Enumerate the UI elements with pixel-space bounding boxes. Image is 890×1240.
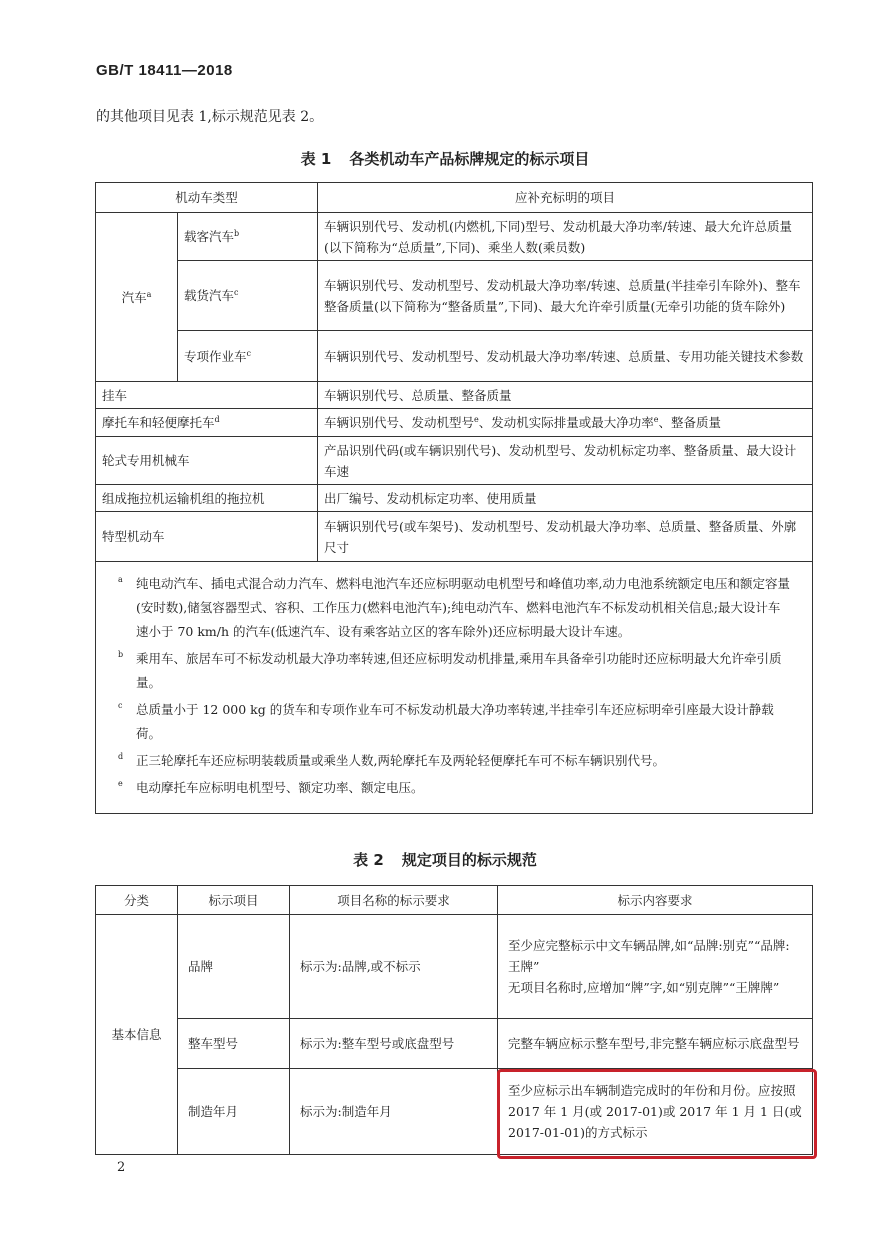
row-label: 挂车: [96, 382, 318, 409]
row-items: 车辆识别代号、发动机型号$^e$、发动机实际排量或最大净功率$^e$、整备质量: [318, 409, 813, 437]
content-req-cell: 完整车辆应标示整车型号,非完整车辆应标示底盘型号: [498, 1019, 813, 1069]
row-label: 摩托车和轻便摩托车$^d$: [96, 409, 318, 437]
highlight-annotation-box: [497, 1069, 817, 1159]
table-row: [96, 331, 813, 382]
row-label: 特型机动车: [96, 512, 318, 562]
footnote: e 电动摩托车应标明电机型号、额定功率、额定电压。: [118, 779, 424, 795]
row-items: 车辆识别代号、发动机(内燃机,下同)型号、发动机最大净功率/转速、最大允许总质量(以下简称为“总质量”,下同)、乘坐人数(乘员数): [318, 213, 813, 261]
table-row: [96, 915, 813, 1019]
row-label: 载客汽车$^b$: [178, 213, 318, 261]
table1-notes: [96, 562, 813, 814]
category-cell: 基本信息: [96, 915, 178, 1155]
table2-header-category: 分类: [96, 886, 178, 915]
table2-header-content-req: 标示内容要求: [498, 886, 813, 915]
table1-title: [0, 148, 890, 169]
name-req-cell: 标示为:制造年月: [290, 1069, 498, 1155]
table2-header-item: 标示项目: [178, 886, 290, 915]
item-cell: 制造年月: [178, 1069, 290, 1155]
footnote: c 总质量小于 12 000 kg 的货车和专项作业车可不标发动机最大净功率转速,半挂牵引车还应标明牵引座最大设计静载荷。: [118, 701, 774, 741]
table2-title: [0, 849, 890, 870]
table2-number: 表 2: [353, 851, 384, 869]
standard-number: GB/T 18411—2018: [96, 62, 233, 79]
footnote: d 正三轮摩托车还应标明装载质量或乘坐人数,两轮摩托车及两轮轻便摩托车可不标车辆识别代号。: [118, 752, 665, 768]
page-number: 2: [117, 1160, 126, 1175]
table1: [95, 182, 813, 814]
footnote: b 乘用车、旅居车可不标发动机最大净功率转速,但还应标明发动机排量,乘用车具备牵引功能时还应标明最大允许牵引质量。: [118, 650, 782, 690]
table1-notes-row: [96, 562, 813, 814]
content-req-cell: 至少应完整标示中文车辆品牌,如“品牌:别克”“品牌:王牌” 无项目名称时,应增加“牌”字,如“别克牌”“王牌牌”: [498, 915, 813, 1019]
table-row: [96, 485, 813, 512]
name-req-cell: 标示为:品牌,或不标示: [290, 915, 498, 1019]
row-items: 产品识别代码(或车辆识别代号)、发动机型号、发动机标定功率、整备质量、最大设计车速: [318, 437, 813, 485]
row-items: 车辆识别代号(或车架号)、发动机型号、发动机最大净功率、总质量、整备质量、外廓尺寸: [318, 512, 813, 562]
content-req-cell: 至少应标示出车辆制造完成时的年份和月份。应按照 2017 年 1 月(或 2017-01)或 2017 年 1 月 1 日(或 2017-01-01)的方式标示: [498, 1069, 813, 1155]
table1-caption: 各类机动车产品标牌规定的标示项目: [349, 150, 590, 168]
table-row: [96, 437, 813, 485]
row-items: 车辆识别代号、发动机型号、发动机最大净功率/转速、总质量(半挂牵引车除外)、整车整备质量(以下简称为“整备质量”,下同)、最大允许牵引质量(无牵引功能的货车除外): [318, 261, 813, 331]
table-row: [96, 261, 813, 331]
row-label: 轮式专用机械车: [96, 437, 318, 485]
row-label: 组成拖拉机运输机组的拖拉机: [96, 485, 318, 512]
item-cell: 品牌: [178, 915, 290, 1019]
table1-header-type: 机动车类型: [96, 183, 318, 213]
row-label: 载货汽车$^c$: [178, 261, 318, 331]
table-row: [96, 213, 813, 261]
table-row: [96, 1019, 813, 1069]
name-req-cell: 标示为:整车型号或底盘型号: [290, 1019, 498, 1069]
table-row: [96, 512, 813, 562]
table1-header-items: 应补充标明的项目: [318, 183, 813, 213]
table-row: [96, 409, 813, 437]
row-label: 专项作业车$^c$: [178, 331, 318, 382]
footnote: a 纯电动汽车、插电式混合动力汽车、燃料电池汽车还应标明驱动电机型号和峰值功率,动力电池系统额定电压和额定容量(安时数),储氢容器型式、容积、工作压力(燃料电池汽车);纯电动汽车、燃料电池汽车不标发动机相关信息;最大设计车速小于 70 km/h 的汽车(低速汽车、设有乘客站立区的客车除外)还应标明最大设计车速。: [118, 575, 790, 639]
intro-text: 的其他项目见表 1,标示规范见表 2。: [96, 109, 324, 125]
car-category: 汽车$^a$: [96, 213, 178, 382]
row-items: 出厂编号、发动机标定功率、使用质量: [318, 485, 813, 512]
table-row: [96, 382, 813, 409]
row-items: 车辆识别代号、发动机型号、发动机最大净功率/转速、总质量、专用功能关键技术参数: [318, 331, 813, 382]
table2-header-name-req: 项目名称的标示要求: [290, 886, 498, 915]
item-cell: 整车型号: [178, 1019, 290, 1069]
row-items: 车辆识别代号、总质量、整备质量: [318, 382, 813, 409]
table2-caption: 规定项目的标示规范: [401, 851, 537, 869]
table1-number: 表 1: [300, 150, 332, 168]
